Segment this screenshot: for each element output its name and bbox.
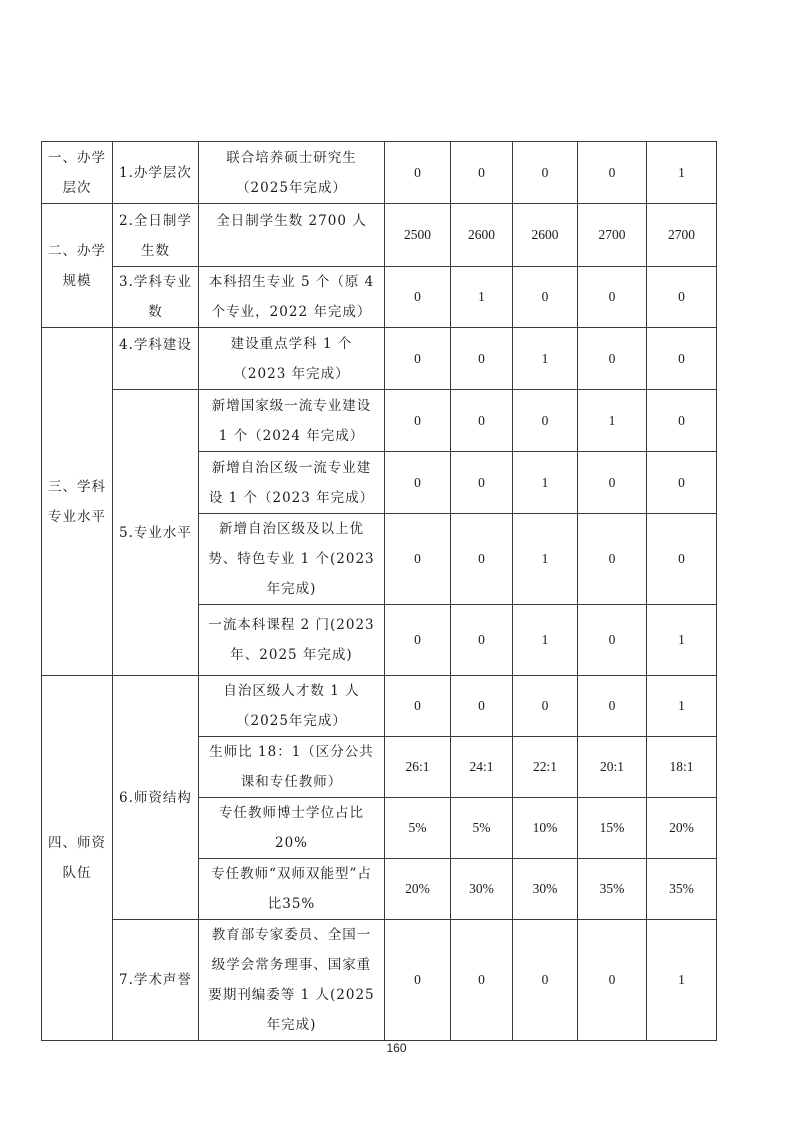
category-cell: 三、学科专业水平: [42, 328, 113, 676]
value-cell: 2500: [385, 204, 451, 267]
category-cell: 一、办学层次: [42, 142, 113, 204]
indicator-cell: 专任教师博士学位占比 20%: [199, 798, 385, 859]
value-cell: 24:1: [451, 737, 513, 798]
value-cell: 0: [578, 267, 647, 328]
subcategory-cell: 4.学科建设: [113, 328, 199, 390]
value-cell: 20%: [385, 859, 451, 920]
table-row: [42, 328, 717, 390]
value-cell: 0: [385, 267, 451, 328]
indicator-cell: 新增自治区级及以上优势、特色专业 1 个(2023 年完成): [199, 514, 385, 605]
value-cell: 0: [385, 452, 451, 514]
value-cell: 0: [385, 605, 451, 676]
value-cell: 0: [385, 920, 451, 1041]
value-cell: 0: [385, 390, 451, 452]
value-cell: 0: [451, 328, 513, 390]
value-cell: 1: [647, 605, 717, 676]
subcategory-cell: 1.办学层次: [113, 142, 199, 204]
indicator-cell: 全日制学生数 2700 人: [199, 204, 385, 267]
value-cell: 0: [385, 142, 451, 204]
indicator-cell: 新增国家级一流专业建设 1 个（2024 年完成）: [199, 390, 385, 452]
indicator-cell: 联合培养硕士研究生（2025年完成）: [199, 142, 385, 204]
value-cell: 1: [647, 142, 717, 204]
value-cell: 0: [647, 267, 717, 328]
value-cell: 2700: [578, 204, 647, 267]
value-cell: 0: [451, 920, 513, 1041]
table-row: [42, 920, 717, 1041]
table-row: [42, 267, 717, 328]
value-cell: 0: [451, 514, 513, 605]
value-cell: 0: [513, 142, 578, 204]
value-cell: 1: [451, 267, 513, 328]
value-cell: 5%: [385, 798, 451, 859]
value-cell: 1: [513, 605, 578, 676]
value-cell: 0: [513, 390, 578, 452]
value-cell: 0: [385, 514, 451, 605]
indicator-cell: 建设重点学科 1 个（2023 年完成）: [199, 328, 385, 390]
value-cell: 2600: [513, 204, 578, 267]
indicator-cell: 本科招生专业 5 个（原 4 个专业，2022 年完成）: [199, 267, 385, 328]
value-cell: 1: [513, 452, 578, 514]
value-cell: 20:1: [578, 737, 647, 798]
value-cell: 10%: [513, 798, 578, 859]
subcategory-cell: 6.师资结构: [113, 676, 199, 920]
value-cell: 0: [451, 452, 513, 514]
value-cell: 35%: [578, 859, 647, 920]
value-cell: 0: [513, 267, 578, 328]
indicator-cell: 生师比 18：1（区分公共课和专任教师）: [199, 737, 385, 798]
value-cell: 1: [647, 920, 717, 1041]
value-cell: 1: [513, 328, 578, 390]
value-cell: 1: [578, 390, 647, 452]
value-cell: 0: [451, 142, 513, 204]
table-row: [42, 676, 717, 737]
value-cell: 0: [451, 605, 513, 676]
subcategory-cell: 7.学术声誉: [113, 920, 199, 1041]
value-cell: 20%: [647, 798, 717, 859]
value-cell: 0: [578, 452, 647, 514]
value-cell: 0: [513, 920, 578, 1041]
value-cell: 0: [647, 328, 717, 390]
value-cell: 0: [578, 142, 647, 204]
value-cell: 0: [385, 328, 451, 390]
table-row: [42, 204, 717, 267]
value-cell: 0: [451, 390, 513, 452]
value-cell: 0: [451, 676, 513, 737]
value-cell: 0: [647, 390, 717, 452]
value-cell: 0: [578, 514, 647, 605]
category-cell: 四、师资队伍: [42, 676, 113, 1041]
value-cell: 2700: [647, 204, 717, 267]
indicator-cell: 新增自治区级一流专业建设 1 个（2023 年完成）: [199, 452, 385, 514]
value-cell: 0: [578, 328, 647, 390]
indicator-cell: 一流本科课程 2 门(2023 年、2025 年完成): [199, 605, 385, 676]
value-cell: 0: [578, 920, 647, 1041]
subcategory-cell: 3.学科专业数: [113, 267, 199, 328]
value-cell: 0: [578, 676, 647, 737]
subcategory-cell: 5.专业水平: [113, 390, 199, 676]
indicator-cell: 专任教师“双师双能型”占比35%: [199, 859, 385, 920]
value-cell: 22:1: [513, 737, 578, 798]
indicator-cell: 自治区级人才数 1 人（2025年完成）: [199, 676, 385, 737]
value-cell: 0: [647, 452, 717, 514]
indicator-cell: 教育部专家委员、全国一级学会常务理事、国家重要期刊编委等 1 人(2025 年完成): [199, 920, 385, 1041]
value-cell: 15%: [578, 798, 647, 859]
value-cell: 1: [647, 676, 717, 737]
category-cell: 二、办学规模: [42, 204, 113, 328]
table-row: [42, 390, 717, 452]
value-cell: 1: [513, 514, 578, 605]
value-cell: 5%: [451, 798, 513, 859]
value-cell: 0: [513, 676, 578, 737]
value-cell: 0: [647, 514, 717, 605]
value-cell: 35%: [647, 859, 717, 920]
value-cell: 30%: [513, 859, 578, 920]
value-cell: 18:1: [647, 737, 717, 798]
value-cell: 2600: [451, 204, 513, 267]
page-number: 160: [386, 1041, 407, 1055]
plan-table: [41, 141, 717, 1041]
subcategory-cell: 2.全日制学生数: [113, 204, 199, 267]
value-cell: 26:1: [385, 737, 451, 798]
value-cell: 0: [578, 605, 647, 676]
value-cell: 0: [385, 676, 451, 737]
value-cell: 30%: [451, 859, 513, 920]
table-row: [42, 142, 717, 204]
